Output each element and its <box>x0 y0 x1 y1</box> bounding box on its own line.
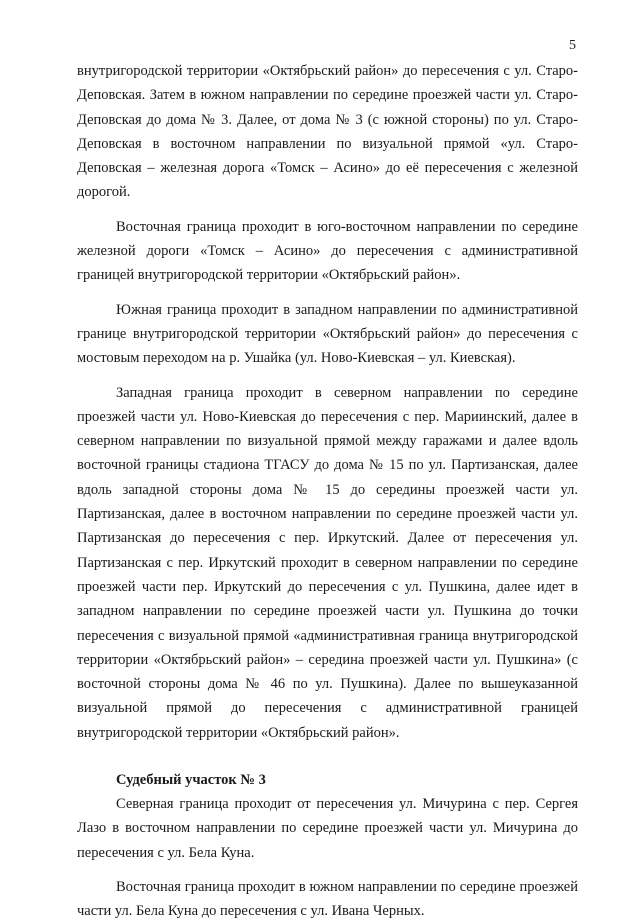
paragraph-continuation: внутригородской территории «Октябрьский район» до пересечения с ул. Старо-Деповская. Затем в южном направлении по середине проезжей части ул. Старо-Деповская до дома № 3. Далее, от дома № 3 (с южной стороны) по ул. Старо-Деповская в восточном направлении по визуальной прямой «ул. Старо-Деповская – железная дорога «Томск – Асино» до её пересечения с железной дорогой. <box>77 63 578 201</box>
paragraph-section-north-boundary: Северная граница проходит от пересечения ул. Мичурина с пер. Сергея Лазо в восточном направлении по середине проезжей части ул. Мичурина до пересечения с ул. Бела Куна. <box>77 796 578 861</box>
paragraph-east-boundary: Восточная граница проходит в юго-восточном направлении по середине железной дороги «Томск – Асино» до пересечения с административной границей внутригородской территории «Октябрьский район». <box>77 218 578 284</box>
paragraph-south-boundary: Южная граница проходит в западном направлении по административной границе внутригородской территории «Октябрьский район» до пересечения с мостовым переходом на р. Ушайка (ул. Ново-Киевская – ул. Киевская). <box>77 301 578 367</box>
paragraph-section-east-boundary: Восточная граница проходит в южном направлении по середине проезжей части ул. Бела Куна до пересечения с ул. Ивана Черных. <box>77 878 578 920</box>
paragraph-west-boundary: Западная граница проходит в северном направлении по середине проезжей части ул. Ново-Киевская до пересечения с пер. Мариинский, далее в северном направлении по визуальной прямой между гаражами и далее вдоль восточной границы стадиона ТГАСУ до дома № 15 по ул. Партизанская, далее вдоль западной стороны дома № 15 до середины проезжей части ул. Партизанская, далее в восточном направлении по середине проезжей части ул. Партизанская до пересечения с пер. Иркутский. Далее от пересечения ул. Партизанская с пер. Иркутский проходит в северном направлении по середине проезжей части пер. Иркутский до пересечения с ул. Пушкина, далее идет в западном направлении по середине проезжей части ул. Пушкина до точки пересечения с визуальной прямой «административная граница внутригородской территории «Октябрьский район» – середина проезжей части ул. Пушкина» (с восточной стороны дома № 46 по ул. Пушкина). Далее по вышеуказанной визуальной прямой до пересечения с административной границей внутригородской территории «Октябрьский район». <box>77 384 578 741</box>
document-body <box>77 59 578 924</box>
page-number: 5 <box>569 38 576 53</box>
section-heading: Судебный участок № 3 <box>116 772 266 789</box>
